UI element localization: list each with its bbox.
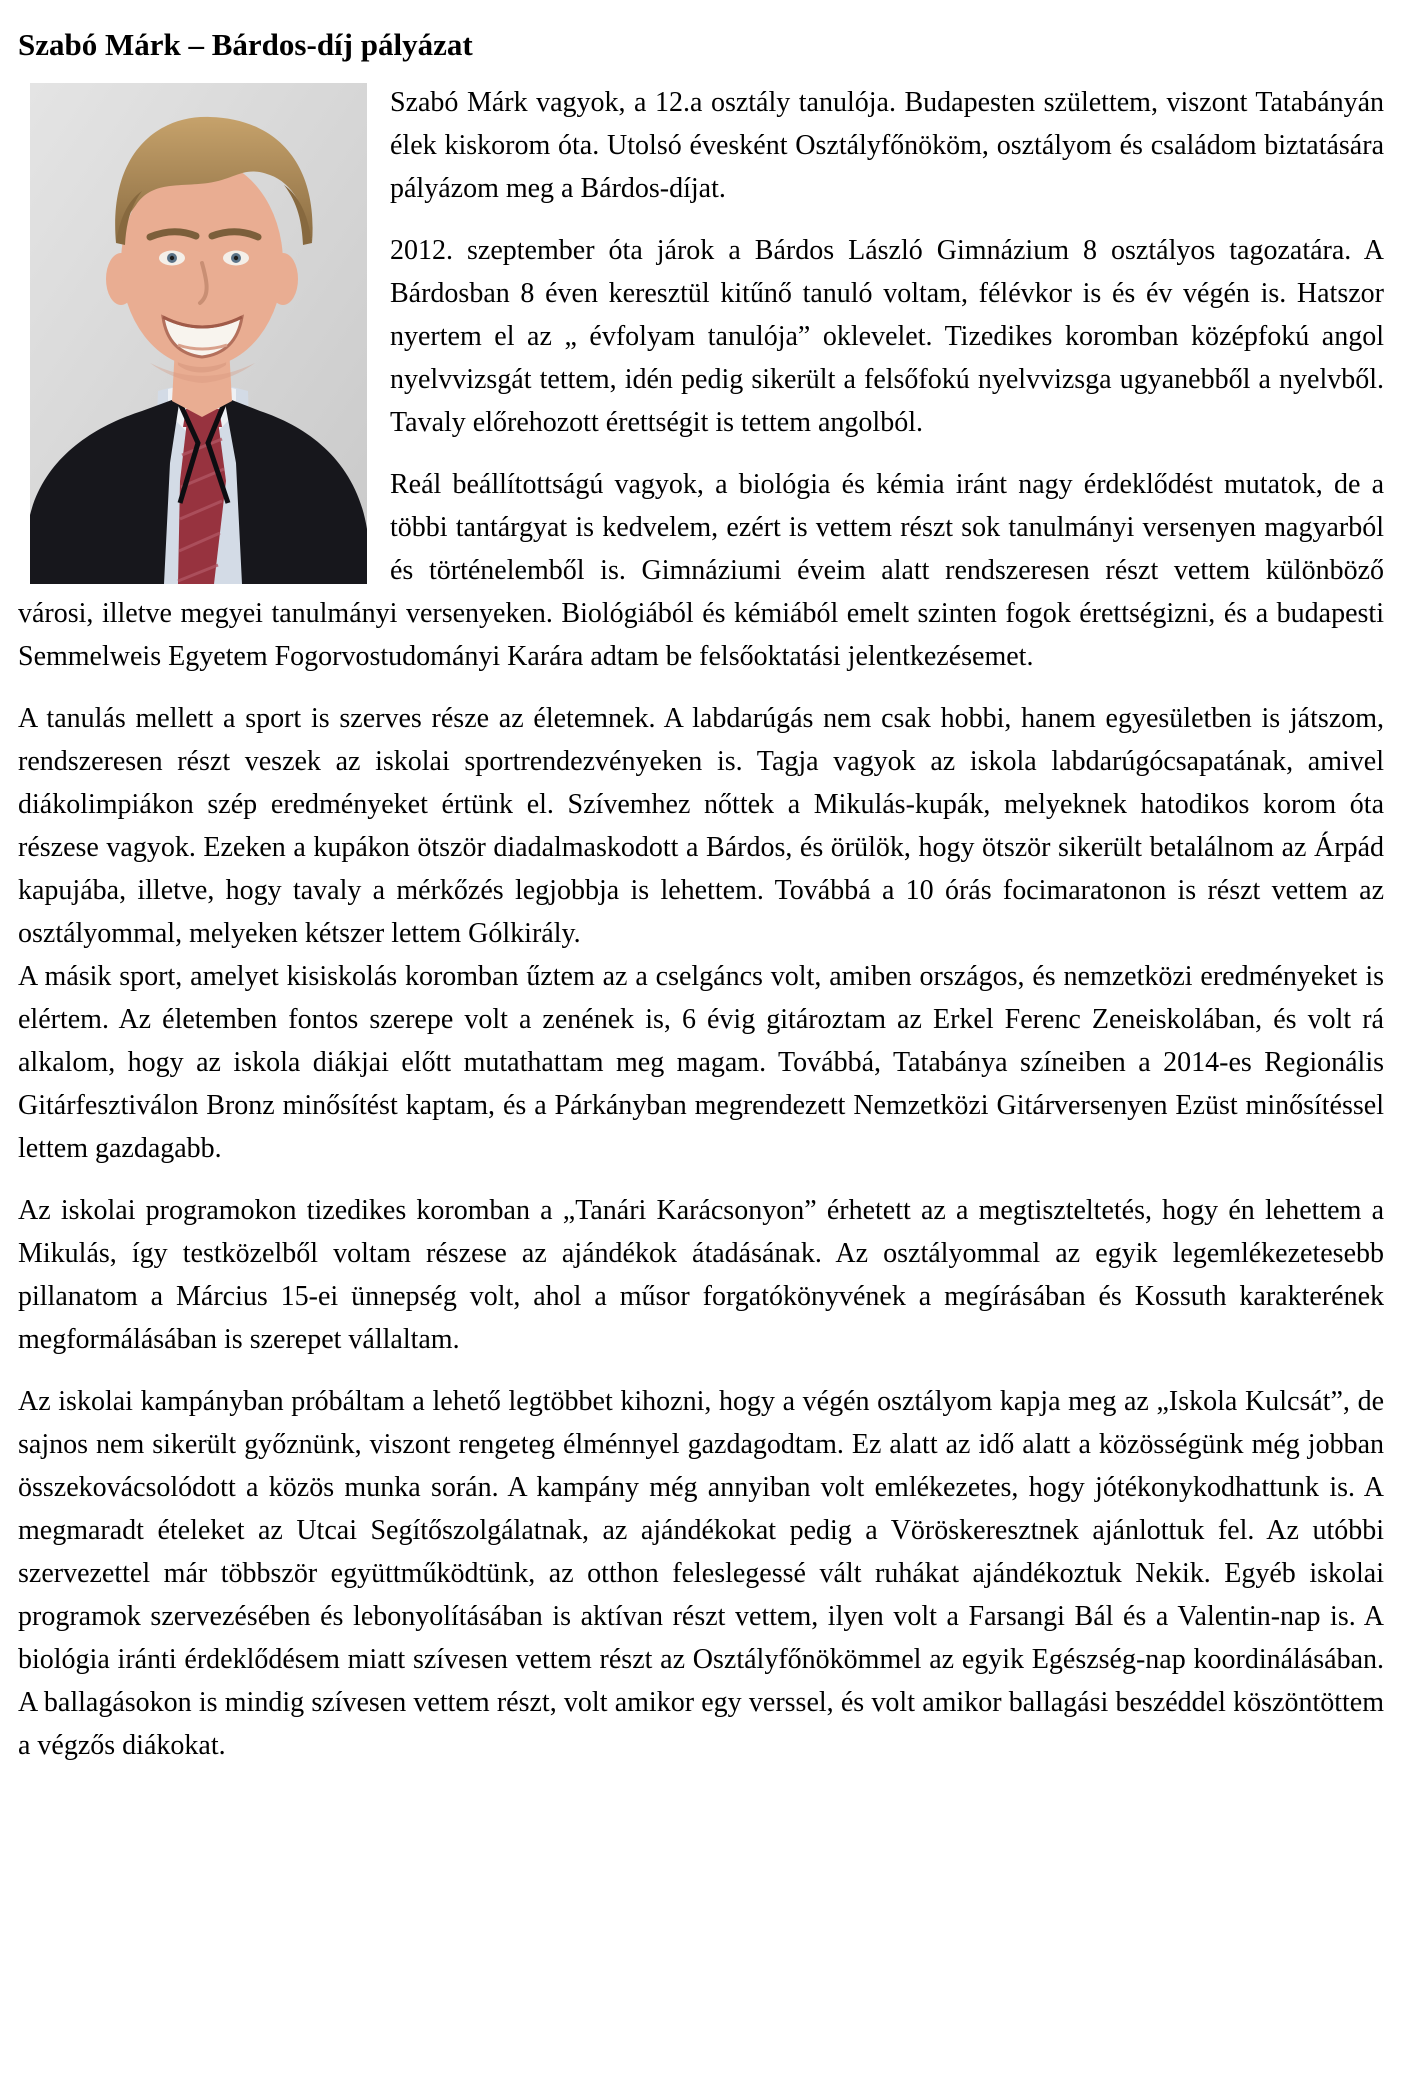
paragraph-campaign: Az iskolai kampányban próbáltam a lehető legtöbbet kihozni, hogy a végén osztályom kapja meg az „Iskola Kulcsát”, de sajnos nem sikerült győznünk, viszont rengeteg élménnyel gazdagodtam. Ez alatt az idő alatt a közösségünk még jobban összekovácsolódott a közös munka során. A kampány még annyiban volt emlékezetes, hogy jótékonykodhattunk is. A megmaradt ételeket az Utcai Segítőszolgálatnak, az ajándékokat pedig a Vöröskeresztnek ajánlottuk fel. Az utóbbi szervezettel már többször együttműködtünk, az otthon feleslegessé vált ruhákat ajándékoztuk Nekik. Egyéb iskolai programok szervezésében és lebonyolításában is aktívan részt vettem, ilyen volt a Farsangi Bál és a Valentin-nap is. A biológia iránti érdeklődésem miatt szívesen vettem részt az Osztályfőnökömmel az egyik Egészség-nap koordinálásában. A ballagásokon is mindig szívesen vettem részt, volt amikor egy verssel, és volt amikor ballagási beszéddel köszöntöttem a végzős diákokat. bbox=[18, 1386, 1384, 1762]
paragraph-school: 2012. szeptember óta járok a Bárdos László Gimnázium 8 osztályos tagozatára. A Bárdosban 8 éven keresztül kitűnő tanuló voltam, félévkor is és év végén is. Hatszor nyertem el az „ évfolyam tanulója” oklevelet. Tizedikes koromban középfokú angol nyelvvizsgát tettem, idén pedig sikerült a felsőfokú nyelvvizsga ugyanebből a nyelvből. Tavaly előrehozott érettségit is tettem angolból. bbox=[390, 235, 1384, 439]
paragraph-football: A tanulás mellett a sport is szerves része az életemnek. A labdarúgás nem csak hobbi, hanem egyesületben is játszom, rendszeresen részt veszek az iskolai sportrendezvényeken is. Tagja vagyok az iskola labdarúgócsapatának, amivel diákolimpiákon szép eredményeket értünk el. Szívemhez nőttek a Mikulás-kupák, melyeknek hatodikos korom óta részese vagyok. Ezeken a kupákon ötször diadalmaskodott a Bárdos, és örülök, hogy ötször sikerült betalálnom az Árpád kapujába, illetve, hogy tavaly a mérkőzés legjobbja is lehettem. Továbbá a 10 órás focimaratonon is részt vettem az osztályommal, melyeken kétszer lettem Gólkirály. bbox=[18, 703, 1384, 950]
page-title: Szabó Márk – Bárdos-díj pályázat bbox=[18, 27, 473, 62]
paragraph-school-events: Az iskolai programokon tizedikes koromban a „Tanári Karácsonyon” érhetett az a megtiszteltetés, hogy én lehettem a Mikulás, így testközelből voltam részese az ajándékok átadásának. Az osztályommal az egyik legemlékezetesebb pillanatom a Március 15-ei ünnepség volt, ahol a műsor forgatókönyvének a megírásában és Kossuth karakterének megformálásában is szerepet vállaltam. bbox=[18, 1195, 1384, 1356]
paragraph-judo-music: A másik sport, amelyet kisiskolás koromban űztem az a cselgáncs volt, amiben országos, és nemzetközi eredményeket is elértem. Az életemben fontos szerepe volt a zenének is, 6 évig gitároztam az Erkel Ferenc Zeneiskolában, és volt rá alkalom, hogy az iskola diákjai előtt mutathattam meg magam. Továbbá, Tatabánya színeiben a 2014-es Regionális Gitárfesztiválon Bronz minősítést kaptam, és a Párkányban megrendezett Nemzetközi Gitárversenyen Ezüst minősítéssel lettem gazdagabb. bbox=[18, 961, 1384, 1165]
document-body bbox=[18, 81, 1384, 1767]
paragraph-intro: Szabó Márk vagyok, a 12.a osztály tanulója. Budapesten születtem, viszont Tatabányán élek kiskorom óta. Utolsó évesként Osztályfőnököm, osztályom és családom biztatására pályázom meg a Bárdos-díjat. bbox=[390, 87, 1384, 205]
paragraph-studies: Reál beállítottságú vagyok, a biológia és kémia iránt nagy érdeklődést mutatok, de a többi tantárgyat is kedvelem, ezért is vettem részt sok tanulmányi versenyen magyarból és történelemből is. Gimnáziumi éveim alatt rendszeresen részt vettem különböző városi, illetve megyei tanulmányi versenyeken. Biológiából és kémiából emelt szinten fogok érettségizni, és a budapesti Semmelweis Egyetem Fogorvostudományi Karára adtam be felsőoktatási jelentkezésemet. bbox=[18, 469, 1384, 673]
portrait-photo-illustration bbox=[30, 83, 367, 584]
student-portrait-photo bbox=[30, 83, 367, 584]
